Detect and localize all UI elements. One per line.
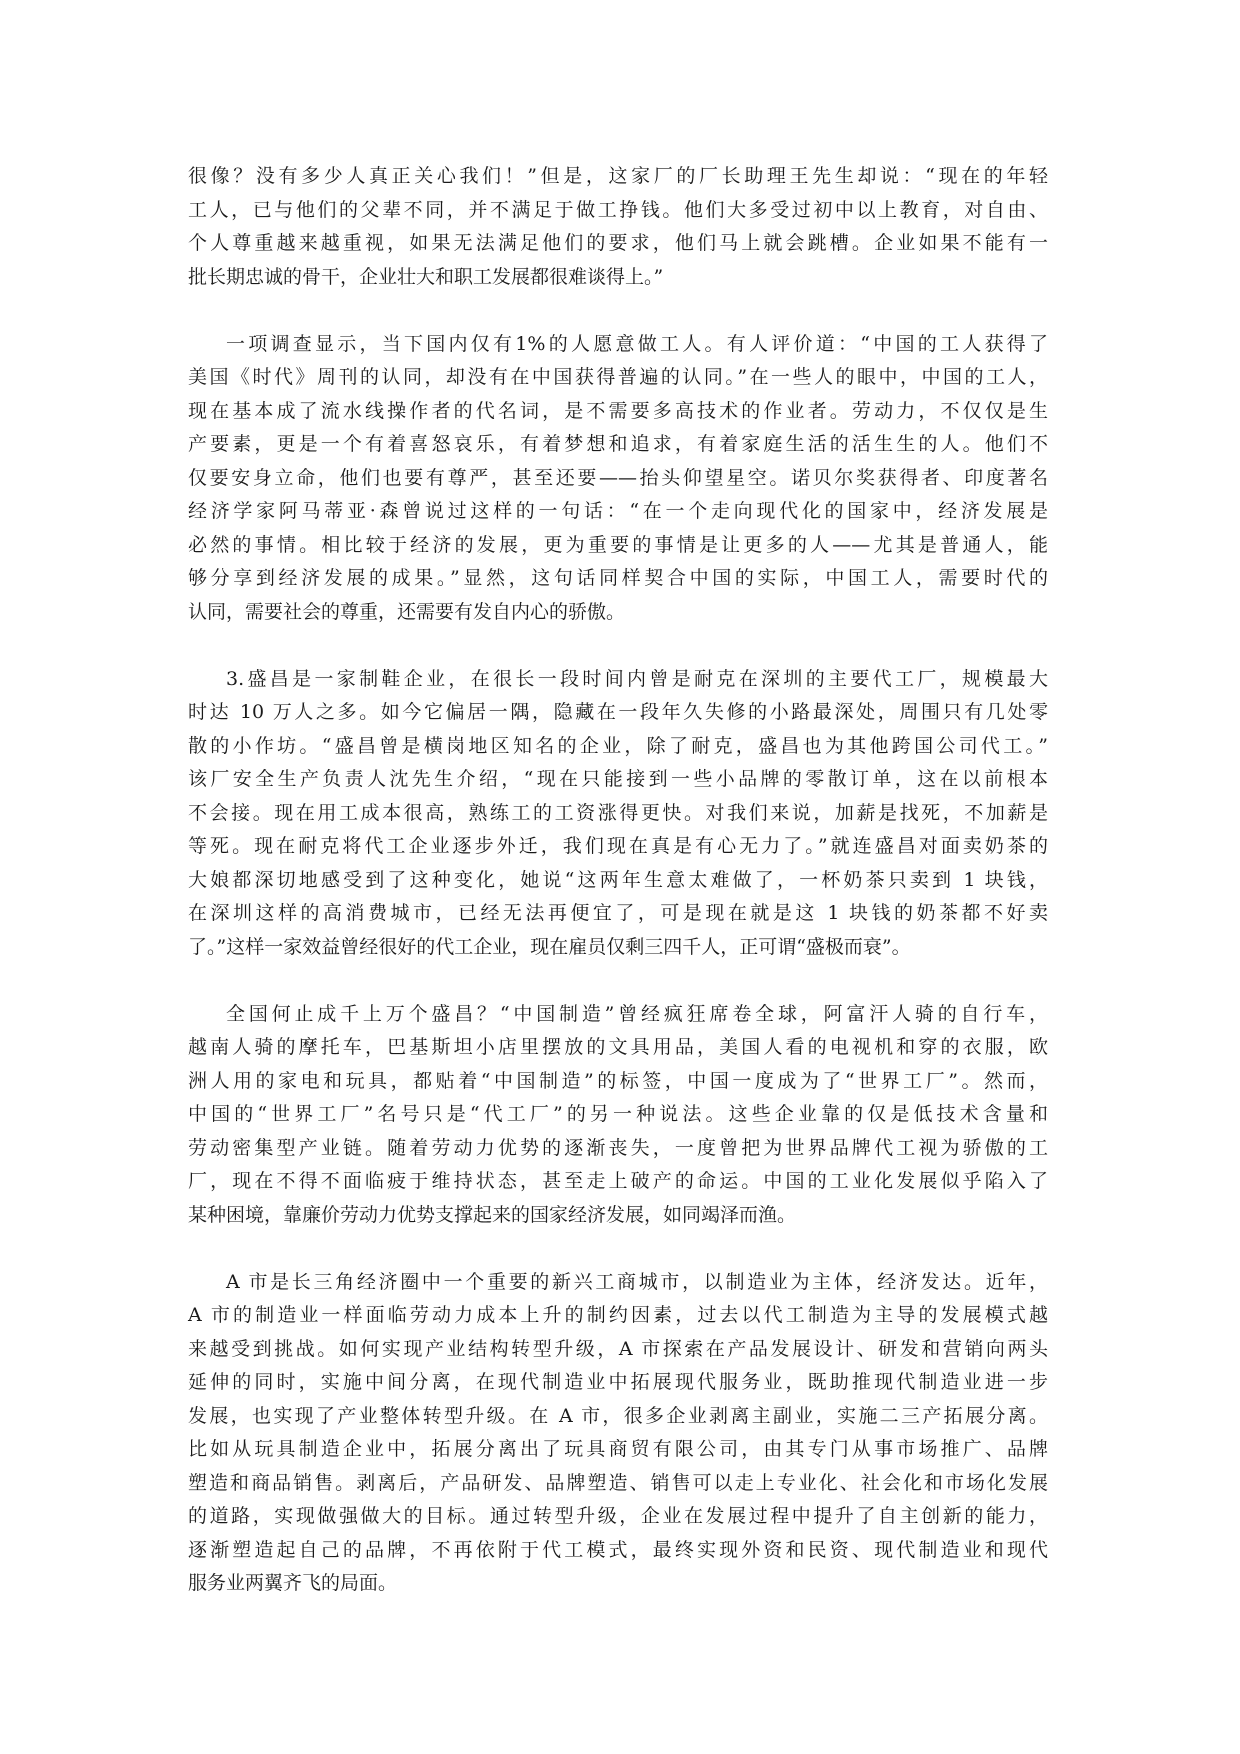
text-line: 的道路，实现做强做大的目标。通过转型升级，企业在发展过程中提升了自主创新的能力， [188, 1505, 1048, 1527]
text-line: 某种困境，靠廉价劳动力优势支撑起来的国家经济发展，如同竭泽而渔。 [188, 1203, 797, 1226]
paragraph [188, 1266, 1048, 1601]
text-line: 必然的事情。相比较于经济的发展，更为重要的事情是让更多的人——尤其是普通人，能 [188, 533, 1048, 556]
text-line: 全国何止成千上万个盛昌？“中国制造”曾经疯狂席卷全球，阿富汗人骑的自行车， [226, 1002, 1048, 1025]
paragraph [188, 998, 1048, 1233]
text-line: 一项调查显示，当下国内仅有1%的人愿意做工人。有人评价道：“中国的工人获得了 [226, 332, 1048, 355]
text-line: A 市的制造业一样面临劳动力成本上升的制约因素，过去以代工制造为主导的发展模式越 [188, 1304, 1048, 1326]
text-line: 不会接。现在用工成本很高，熟练工的工资涨得更快。对我们来说，加薪是找死，不加薪是 [188, 801, 1048, 824]
document-page [188, 160, 1048, 1634]
text-line: 大娘都深切地感受到了这种变化，她说“这两年生意太难做了，一杯奶茶只卖到 1 块钱， [188, 868, 1048, 891]
text-line: 延伸的同时，实施中间分离，在现代制造业中拓展现代服务业，既助推现代制造业进一步 [188, 1371, 1048, 1393]
text-line: 逐渐塑造起自己的品牌，不再依附于代工模式，最终实现外资和民资、现代制造业和现代 [188, 1538, 1048, 1561]
text-line: 来越受到挑战。如何实现产业结构转型升级，A 市探索在产品发展设计、研发和营销向两头 [188, 1337, 1048, 1360]
text-line: 批长期忠诚的骨干，企业壮大和职工发展都很难谈得上。” [188, 265, 664, 288]
text-line: 仅要安身立命，他们也要有尊严，甚至还要——抬头仰望星空。诺贝尔奖获得者、印度著名 [188, 466, 1048, 489]
text-line: 洲人用的家电和玩具，都贴着“中国制造”的标签，中国一度成为了“世界工厂”。然而， [188, 1069, 1048, 1092]
text-line: 个人尊重越来越重视，如果无法满足他们的要求，他们马上就会跳槽。企业如果不能有一 [188, 232, 1048, 254]
text-line: 该厂安全生产负责人沈先生介绍，“现在只能接到一些小品牌的零散订单，这在以前根本 [188, 768, 1048, 790]
text-line: A 市是长三角经济圈中一个重要的新兴工商城市，以制造业为主体，经济发达。近年， [226, 1270, 1048, 1293]
text-line: 认同，需要社会的尊重，还需要有发自内心的骄傲。 [188, 600, 626, 623]
text-line: 了。”这样一家效益曾经很好的代工企业，现在雇员仅剩三四千人，正可谓“盛极而衰”。 [188, 935, 911, 958]
text-line: 够分享到经济发展的成果。”显然，这句话同样契合中国的实际，中国工人，需要时代的 [188, 567, 1048, 589]
text-line: 产要素，更是一个有着喜怒哀乐，有着梦想和追求，有着家庭生活的活生生的人。他们不 [188, 433, 1048, 455]
paragraph [188, 328, 1048, 630]
text-line: 发展，也实现了产业整体转型升级。在 A 市，很多企业剥离主副业，实施二三产拓展分离。 [188, 1404, 1048, 1427]
text-line: 散的小作坊。“盛昌曾是横岗地区知名的企业，除了耐克，盛昌也为其他跨国公司代工。” [188, 734, 1048, 757]
text-line: 时达 10 万人之多。如今它偏居一隅，隐藏在一段年久失修的小路最深处，周围只有几处零 [188, 701, 1048, 723]
text-line: 经济学家阿马蒂亚·森曾说过这样的一句话：“在一个走向现代化的国家中，经济发展是 [188, 500, 1048, 522]
text-line: 工人，已与他们的父辈不同，并不满足于做工挣钱。他们大多受过初中以上教育，对自由、 [188, 198, 1048, 221]
text-line: 很像？没有多少人真正关心我们！”但是，这家厂的厂长助理王先生却说：“现在的年轻 [188, 165, 1048, 187]
text-line: 3.盛昌是一家制鞋企业，在很长一段时间内曾是耐克在深圳的主要代工厂，规模最大 [226, 667, 1048, 690]
text-line: 塑造和商品销售。剥离后，产品研发、品牌塑造、销售可以走上专业化、社会化和市场化发展 [188, 1471, 1048, 1494]
text-line: 在深圳这样的高消费城市，已经无法再便宜了，可是现在就是这 1 块钱的奶茶都不好卖 [188, 902, 1048, 924]
text-line: 现在基本成了流水线操作者的代名词，是不需要多高技术的作业者。劳动力，不仅仅是生 [188, 399, 1048, 422]
paragraph [188, 663, 1048, 965]
paragraph [188, 160, 1048, 294]
text-line: 厂，现在不得不面临疲于维持状态，甚至走上破产的命运。中国的工业化发展似乎陷入了 [188, 1170, 1048, 1192]
text-line: 美国《时代》周刊的认同，却没有在中国获得普遍的认同。”在一些人的眼中，中国的工人， [188, 366, 1048, 388]
text-line: 服务业两翼齐飞的局面。 [188, 1572, 398, 1594]
text-line: 越南人骑的摩托车，巴基斯坦小店里摆放的文具用品，美国人看的电视机和穿的衣服，欧 [188, 1036, 1048, 1058]
text-line: 中国的“世界工厂”名号只是“代工厂”的另一种说法。这些企业靠的仅是低技术含量和 [188, 1103, 1048, 1125]
text-line: 劳动密集型产业链。随着劳动力优势的逐渐丧失，一度曾把为世界品牌代工视为骄傲的工 [188, 1136, 1048, 1159]
text-line: 比如从玩具制造企业中，拓展分离出了玩具商贸有限公司，由其专门从事市场推广、品牌 [188, 1438, 1048, 1460]
text-line: 等死。现在耐克将代工企业逐步外迁，我们现在真是有心无力了。”就连盛昌对面卖奶茶的 [188, 835, 1048, 857]
